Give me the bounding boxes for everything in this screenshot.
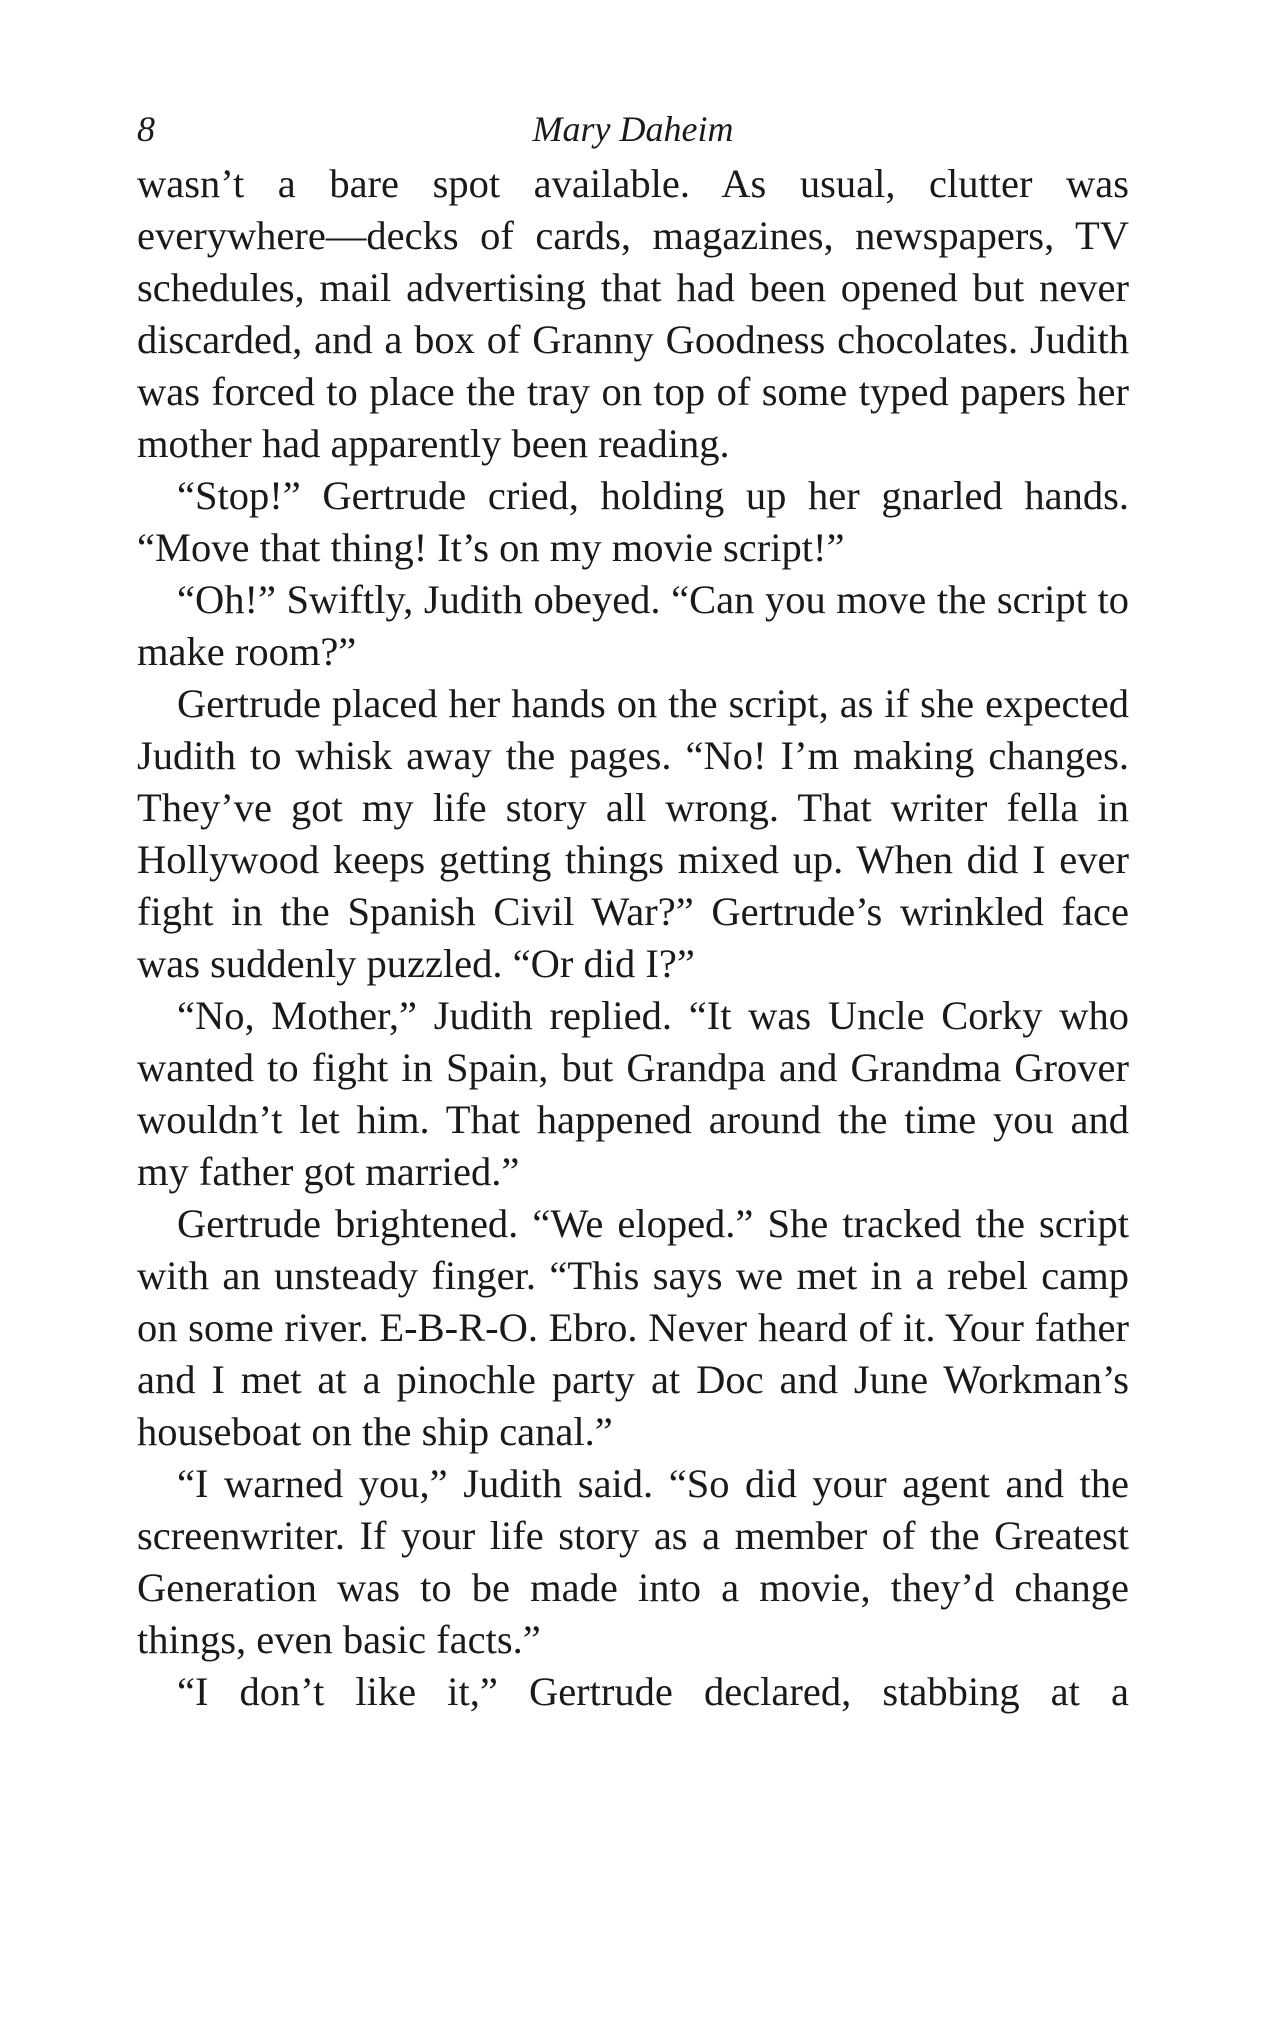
paragraph: wasn’t a bare spot available. As usual, clutter was everywhere—decks of cards, magazines, newspapers, TV schedules, mail advertising that had been opened but never discarded, and a box of Granny Goodness chocolates. Judith was forced to place the tray on top of some typed papers her mother had apparently been reading. <box>137 161 1129 466</box>
paragraph: “Oh!” Swiftly, Judith obeyed. “Can you move the script to make room?” <box>137 577 1129 674</box>
paragraph: Gertrude placed her hands on the script, as if she expected Judith to whisk away the pages. “No! I’m making changes. They’ve got my life story all wrong. That writer fella in Hollywood keeps getting things mixed up. When did I ever fight in the Spanish Civil War?” Gertrude’s wrinkled face was suddenly puzzled. “Or did I?” <box>137 681 1129 986</box>
page-number: 8 <box>137 109 155 149</box>
paragraph: “I warned you,” Judith said. “So did your agent and the screenwriter. If your life story as a member of the Greatest Generation was to be made into a movie, they’d change things, even basic facts.” <box>137 1461 1129 1662</box>
paragraph: “No, Mother,” Judith replied. “It was Uncle Corky who wanted to fight in Spain, but Grandpa and Grandma Grover wouldn’t let him. That happened around the time you and my father got married.” <box>137 993 1129 1194</box>
paragraph: “Stop!” Gertrude cried, holding up her gnarled hands. “Move that thing! It’s on my movie script!” <box>137 473 1129 570</box>
body-text <box>137 158 1129 1718</box>
paragraph: “I don’t like it,” Gertrude declared, stabbing at a <box>177 1669 1129 1714</box>
paragraph: Gertrude brightened. “We eloped.” She tracked the script with an unsteady finger. “This says we met in a rebel camp on some river. E-B-R-O. Ebro. Never heard of it. Your father and I met at a pinochle party at Doc and June Workman’s houseboat on the ship canal.” <box>137 1201 1129 1454</box>
book-page <box>137 100 1129 1718</box>
running-head <box>137 100 1129 158</box>
running-head-author: Mary Daheim <box>532 109 734 149</box>
